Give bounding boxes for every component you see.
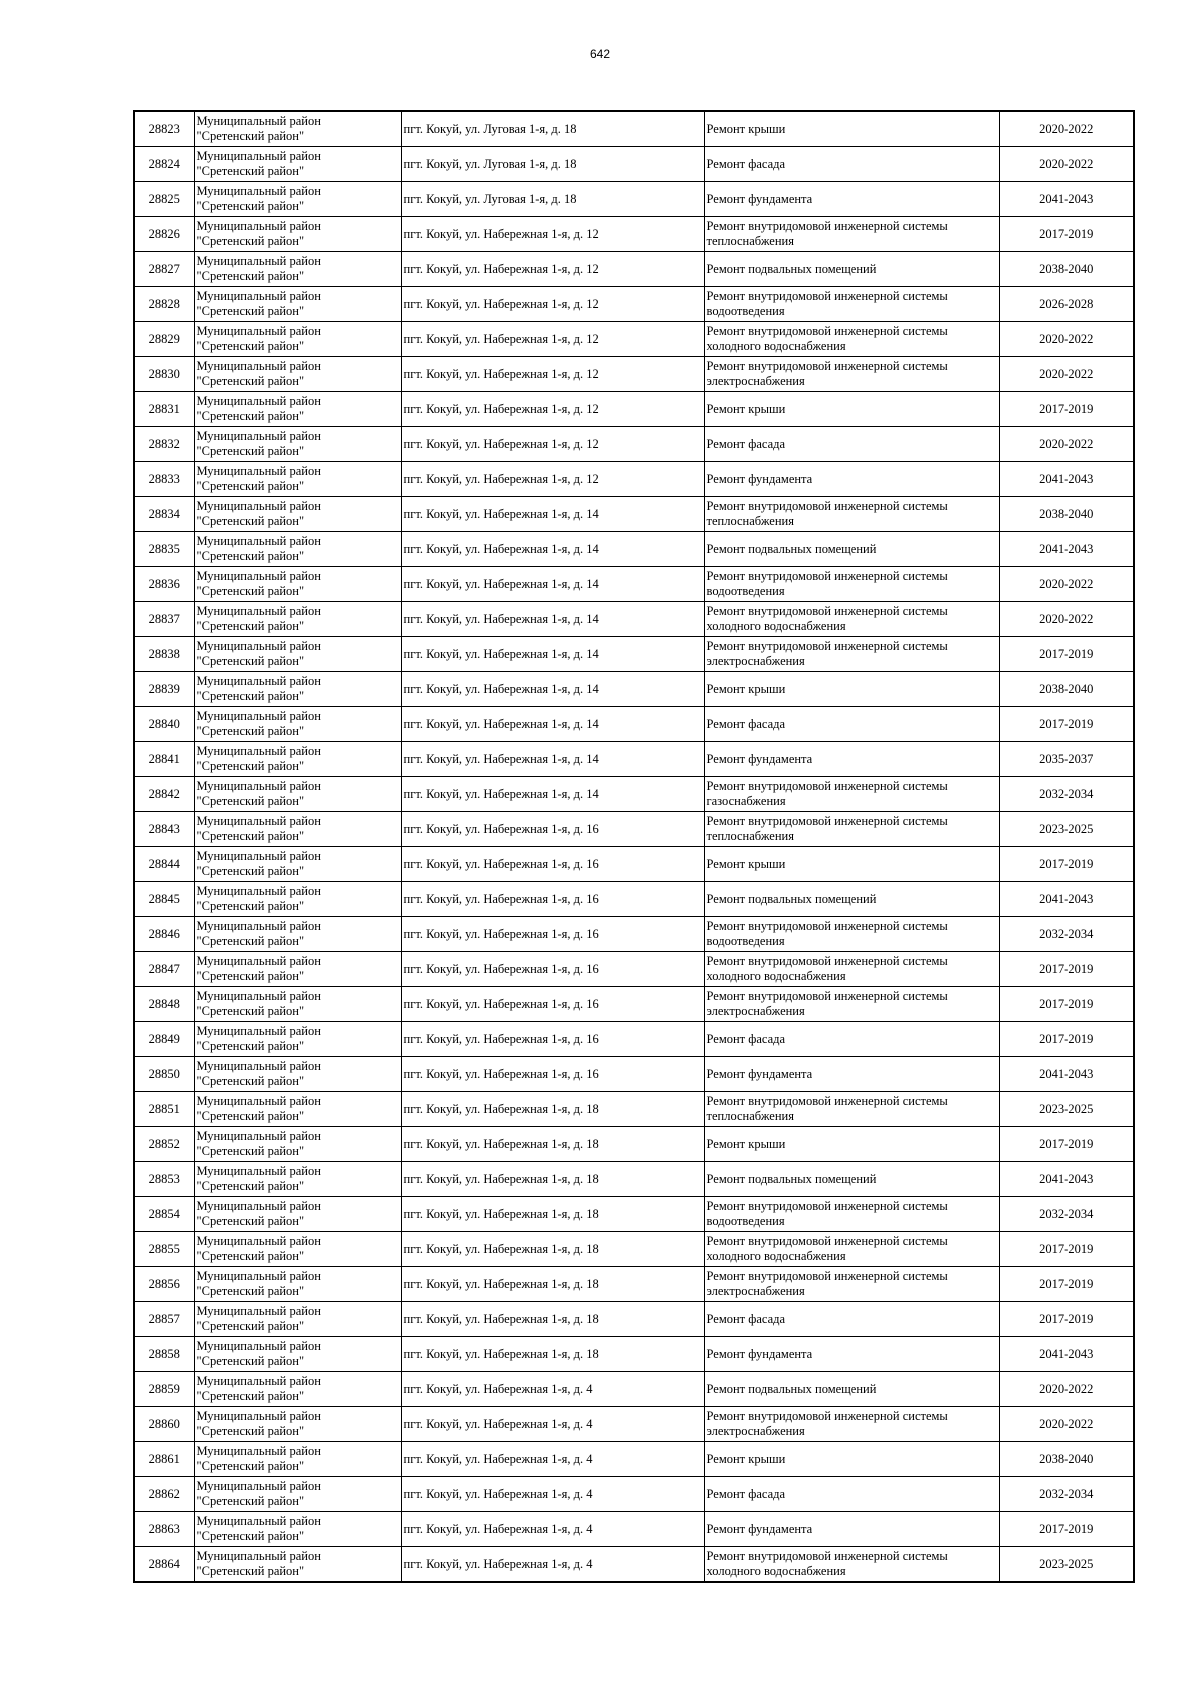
- work-type-cell: Ремонт фундамента: [704, 462, 999, 497]
- address-cell: пгт. Кокуй, ул. Набережная 1-я, д. 4: [401, 1407, 704, 1442]
- municipality-cell: Муниципальный район "Сретенский район": [194, 1162, 401, 1197]
- address-cell: пгт. Кокуй, ул. Набережная 1-я, д. 12: [401, 427, 704, 462]
- municipality-cell: Муниципальный район "Сретенский район": [194, 1477, 401, 1512]
- address-cell: пгт. Кокуй, ул. Набережная 1-я, д. 14: [401, 707, 704, 742]
- row-number-cell: 28831: [134, 392, 194, 427]
- period-cell: 2020-2022: [999, 1372, 1134, 1407]
- address-cell: пгт. Кокуй, ул. Набережная 1-я, д. 16: [401, 812, 704, 847]
- row-number-cell: 28851: [134, 1092, 194, 1127]
- municipality-cell: Муниципальный район "Сретенский район": [194, 847, 401, 882]
- row-number-cell: 28834: [134, 497, 194, 532]
- address-cell: пгт. Кокуй, ул. Луговая 1-я, д. 18: [401, 147, 704, 182]
- period-cell: 2041-2043: [999, 882, 1134, 917]
- period-cell: 2032-2034: [999, 777, 1134, 812]
- row-number-cell: 28857: [134, 1302, 194, 1337]
- municipality-cell: Муниципальный район "Сретенский район": [194, 1232, 401, 1267]
- municipality-cell: Муниципальный район "Сретенский район": [194, 1057, 401, 1092]
- work-type-cell: Ремонт внутридомовой инженерной системы водоотведения: [704, 1197, 999, 1232]
- row-number-cell: 28843: [134, 812, 194, 847]
- work-type-cell: Ремонт внутридомовой инженерной системы теплоснабжения: [704, 1092, 999, 1127]
- row-number-cell: 28858: [134, 1337, 194, 1372]
- municipality-cell: Муниципальный район "Сретенский район": [194, 1302, 401, 1337]
- table-row: [134, 602, 1134, 637]
- period-cell: 2017-2019: [999, 1022, 1134, 1057]
- table-row: [134, 567, 1134, 602]
- municipality-cell: Муниципальный район "Сретенский район": [194, 111, 401, 147]
- table-row: [134, 952, 1134, 987]
- period-cell: 2041-2043: [999, 1337, 1134, 1372]
- address-cell: пгт. Кокуй, ул. Набережная 1-я, д. 12: [401, 392, 704, 427]
- period-cell: 2038-2040: [999, 252, 1134, 287]
- period-cell: 2017-2019: [999, 1267, 1134, 1302]
- row-number-cell: 28854: [134, 1197, 194, 1232]
- work-type-cell: Ремонт подвальных помещений: [704, 532, 999, 567]
- table-row: [134, 777, 1134, 812]
- work-type-cell: Ремонт внутридомовой инженерной системы электроснабжения: [704, 987, 999, 1022]
- address-cell: пгт. Кокуй, ул. Луговая 1-я, д. 18: [401, 111, 704, 147]
- period-cell: 2017-2019: [999, 707, 1134, 742]
- table-row: [134, 742, 1134, 777]
- table-row: [134, 1372, 1134, 1407]
- table-row: [134, 1302, 1134, 1337]
- period-cell: 2017-2019: [999, 1232, 1134, 1267]
- work-type-cell: Ремонт внутридомовой инженерной системы теплоснабжения: [704, 812, 999, 847]
- work-type-cell: Ремонт фасада: [704, 1477, 999, 1512]
- municipality-cell: Муниципальный район "Сретенский район": [194, 917, 401, 952]
- row-number-cell: 28846: [134, 917, 194, 952]
- table-body: [134, 111, 1134, 1582]
- address-cell: пгт. Кокуй, ул. Набережная 1-я, д. 18: [401, 1162, 704, 1197]
- work-type-cell: Ремонт внутридомовой инженерной системы холодного водоснабжения: [704, 1547, 999, 1583]
- table-row: [134, 147, 1134, 182]
- period-cell: 2023-2025: [999, 1547, 1134, 1583]
- period-cell: 2041-2043: [999, 182, 1134, 217]
- address-cell: пгт. Кокуй, ул. Набережная 1-я, д. 14: [401, 672, 704, 707]
- row-number-cell: 28859: [134, 1372, 194, 1407]
- table-row: [134, 1337, 1134, 1372]
- work-type-cell: Ремонт внутридомовой инженерной системы электроснабжения: [704, 1267, 999, 1302]
- row-number-cell: 28839: [134, 672, 194, 707]
- repair-schedule-table: [133, 110, 1135, 1583]
- row-number-cell: 28827: [134, 252, 194, 287]
- work-type-cell: Ремонт внутридомовой инженерной системы холодного водоснабжения: [704, 952, 999, 987]
- row-number-cell: 28844: [134, 847, 194, 882]
- row-number-cell: 28845: [134, 882, 194, 917]
- period-cell: 2017-2019: [999, 637, 1134, 672]
- period-cell: 2032-2034: [999, 1197, 1134, 1232]
- table-row: [134, 1092, 1134, 1127]
- work-type-cell: Ремонт крыши: [704, 1442, 999, 1477]
- address-cell: пгт. Кокуй, ул. Набережная 1-я, д. 4: [401, 1477, 704, 1512]
- address-cell: пгт. Кокуй, ул. Набережная 1-я, д. 4: [401, 1372, 704, 1407]
- municipality-cell: Муниципальный район "Сретенский район": [194, 147, 401, 182]
- period-cell: 2023-2025: [999, 1092, 1134, 1127]
- period-cell: 2041-2043: [999, 462, 1134, 497]
- municipality-cell: Муниципальный район "Сретенский район": [194, 812, 401, 847]
- work-type-cell: Ремонт фундамента: [704, 1057, 999, 1092]
- table-row: [134, 637, 1134, 672]
- row-number-cell: 28841: [134, 742, 194, 777]
- row-number-cell: 28855: [134, 1232, 194, 1267]
- row-number-cell: 28853: [134, 1162, 194, 1197]
- address-cell: пгт. Кокуй, ул. Набережная 1-я, д. 16: [401, 882, 704, 917]
- table-row: [134, 812, 1134, 847]
- table-row: [134, 672, 1134, 707]
- work-type-cell: Ремонт внутридомовой инженерной системы электроснабжения: [704, 357, 999, 392]
- row-number-cell: 28842: [134, 777, 194, 812]
- address-cell: пгт. Кокуй, ул. Набережная 1-я, д. 14: [401, 777, 704, 812]
- row-number-cell: 28856: [134, 1267, 194, 1302]
- address-cell: пгт. Кокуй, ул. Набережная 1-я, д. 14: [401, 567, 704, 602]
- row-number-cell: 28847: [134, 952, 194, 987]
- period-cell: 2020-2022: [999, 322, 1134, 357]
- municipality-cell: Муниципальный район "Сретенский район": [194, 777, 401, 812]
- municipality-cell: Муниципальный район "Сретенский район": [194, 672, 401, 707]
- work-type-cell: Ремонт внутридомовой инженерной системы теплоснабжения: [704, 497, 999, 532]
- municipality-cell: Муниципальный район "Сретенский район": [194, 217, 401, 252]
- row-number-cell: 28850: [134, 1057, 194, 1092]
- table-row: [134, 357, 1134, 392]
- work-type-cell: Ремонт внутридомовой инженерной системы водоотведения: [704, 917, 999, 952]
- work-type-cell: Ремонт фасада: [704, 147, 999, 182]
- table-row: [134, 392, 1134, 427]
- address-cell: пгт. Кокуй, ул. Набережная 1-я, д. 16: [401, 1057, 704, 1092]
- address-cell: пгт. Кокуй, ул. Набережная 1-я, д. 4: [401, 1547, 704, 1583]
- address-cell: пгт. Кокуй, ул. Набережная 1-я, д. 4: [401, 1442, 704, 1477]
- address-cell: пгт. Кокуй, ул. Набережная 1-я, д. 18: [401, 1127, 704, 1162]
- municipality-cell: Муниципальный район "Сретенский район": [194, 602, 401, 637]
- address-cell: пгт. Кокуй, ул. Набережная 1-я, д. 12: [401, 357, 704, 392]
- address-cell: пгт. Кокуй, ул. Набережная 1-я, д. 16: [401, 952, 704, 987]
- table-row: [134, 532, 1134, 567]
- address-cell: пгт. Кокуй, ул. Набережная 1-я, д. 14: [401, 497, 704, 532]
- row-number-cell: 28824: [134, 147, 194, 182]
- work-type-cell: Ремонт подвальных помещений: [704, 1162, 999, 1197]
- address-cell: пгт. Кокуй, ул. Набережная 1-я, д. 16: [401, 987, 704, 1022]
- table-row: [134, 1512, 1134, 1547]
- work-type-cell: Ремонт фасада: [704, 427, 999, 462]
- address-cell: пгт. Кокуй, ул. Набережная 1-я, д. 4: [401, 1512, 704, 1547]
- period-cell: 2020-2022: [999, 567, 1134, 602]
- row-number-cell: 28825: [134, 182, 194, 217]
- municipality-cell: Муниципальный район "Сретенский район": [194, 1512, 401, 1547]
- municipality-cell: Муниципальный район "Сретенский район": [194, 532, 401, 567]
- work-type-cell: Ремонт фундамента: [704, 1337, 999, 1372]
- period-cell: 2017-2019: [999, 1127, 1134, 1162]
- address-cell: пгт. Кокуй, ул. Набережная 1-я, д. 12: [401, 217, 704, 252]
- work-type-cell: Ремонт внутридомовой инженерной системы водоотведения: [704, 287, 999, 322]
- row-number-cell: 28829: [134, 322, 194, 357]
- address-cell: пгт. Кокуй, ул. Набережная 1-я, д. 12: [401, 252, 704, 287]
- period-cell: 2017-2019: [999, 847, 1134, 882]
- row-number-cell: 28838: [134, 637, 194, 672]
- work-type-cell: Ремонт внутридомовой инженерной системы электроснабжения: [704, 637, 999, 672]
- municipality-cell: Муниципальный район "Сретенский район": [194, 1372, 401, 1407]
- municipality-cell: Муниципальный район "Сретенский район": [194, 707, 401, 742]
- municipality-cell: Муниципальный район "Сретенский район": [194, 322, 401, 357]
- address-cell: пгт. Кокуй, ул. Набережная 1-я, д. 12: [401, 322, 704, 357]
- row-number-cell: 28848: [134, 987, 194, 1022]
- row-number-cell: 28826: [134, 217, 194, 252]
- work-type-cell: Ремонт внутридомовой инженерной системы газоснабжения: [704, 777, 999, 812]
- row-number-cell: 28861: [134, 1442, 194, 1477]
- work-type-cell: Ремонт фундамента: [704, 1512, 999, 1547]
- table-row: [134, 111, 1134, 147]
- period-cell: 2020-2022: [999, 602, 1134, 637]
- table-row: [134, 1477, 1134, 1512]
- period-cell: 2020-2022: [999, 357, 1134, 392]
- period-cell: 2017-2019: [999, 952, 1134, 987]
- row-number-cell: 28832: [134, 427, 194, 462]
- work-type-cell: Ремонт подвальных помещений: [704, 1372, 999, 1407]
- row-number-cell: 28860: [134, 1407, 194, 1442]
- table-row: [134, 1232, 1134, 1267]
- period-cell: 2038-2040: [999, 672, 1134, 707]
- work-type-cell: Ремонт крыши: [704, 847, 999, 882]
- row-number-cell: 28835: [134, 532, 194, 567]
- row-number-cell: 28836: [134, 567, 194, 602]
- row-number-cell: 28862: [134, 1477, 194, 1512]
- period-cell: 2020-2022: [999, 111, 1134, 147]
- municipality-cell: Муниципальный район "Сретенский район": [194, 357, 401, 392]
- work-type-cell: Ремонт внутридомовой инженерной системы электроснабжения: [704, 1407, 999, 1442]
- address-cell: пгт. Кокуй, ул. Набережная 1-я, д. 14: [401, 532, 704, 567]
- work-type-cell: Ремонт внутридомовой инженерной системы холодного водоснабжения: [704, 322, 999, 357]
- work-type-cell: Ремонт фундамента: [704, 742, 999, 777]
- table-row: [134, 1022, 1134, 1057]
- municipality-cell: Муниципальный район "Сретенский район": [194, 497, 401, 532]
- municipality-cell: Муниципальный район "Сретенский район": [194, 252, 401, 287]
- municipality-cell: Муниципальный район "Сретенский район": [194, 392, 401, 427]
- table-row: [134, 1197, 1134, 1232]
- municipality-cell: Муниципальный район "Сретенский район": [194, 637, 401, 672]
- period-cell: 2017-2019: [999, 217, 1134, 252]
- period-cell: 2017-2019: [999, 392, 1134, 427]
- table-row: [134, 1407, 1134, 1442]
- municipality-cell: Муниципальный район "Сретенский район": [194, 462, 401, 497]
- table-row: [134, 287, 1134, 322]
- municipality-cell: Муниципальный район "Сретенский район": [194, 1197, 401, 1232]
- table-row: [134, 917, 1134, 952]
- row-number-cell: 28840: [134, 707, 194, 742]
- address-cell: пгт. Кокуй, ул. Набережная 1-я, д. 18: [401, 1232, 704, 1267]
- table-row: [134, 707, 1134, 742]
- municipality-cell: Муниципальный район "Сретенский район": [194, 567, 401, 602]
- work-type-cell: Ремонт внутридомовой инженерной системы холодного водоснабжения: [704, 1232, 999, 1267]
- row-number-cell: 28863: [134, 1512, 194, 1547]
- municipality-cell: Муниципальный район "Сретенский район": [194, 952, 401, 987]
- address-cell: пгт. Кокуй, ул. Набережная 1-я, д. 16: [401, 1022, 704, 1057]
- work-type-cell: Ремонт внутридомовой инженерной системы теплоснабжения: [704, 217, 999, 252]
- table-row: [134, 1127, 1134, 1162]
- address-cell: пгт. Кокуй, ул. Набережная 1-я, д. 16: [401, 917, 704, 952]
- period-cell: 2041-2043: [999, 532, 1134, 567]
- table-row: [134, 462, 1134, 497]
- period-cell: 2041-2043: [999, 1057, 1134, 1092]
- table-row: [134, 427, 1134, 462]
- municipality-cell: Муниципальный район "Сретенский район": [194, 1337, 401, 1372]
- table-row: [134, 497, 1134, 532]
- address-cell: пгт. Кокуй, ул. Набережная 1-я, д. 18: [401, 1197, 704, 1232]
- municipality-cell: Муниципальный район "Сретенский район": [194, 742, 401, 777]
- municipality-cell: Муниципальный район "Сретенский район": [194, 1022, 401, 1057]
- period-cell: 2017-2019: [999, 987, 1134, 1022]
- work-type-cell: Ремонт фасада: [704, 1302, 999, 1337]
- work-type-cell: Ремонт фундамента: [704, 182, 999, 217]
- table-row: [134, 987, 1134, 1022]
- table-row: [134, 252, 1134, 287]
- address-cell: пгт. Кокуй, ул. Набережная 1-я, д. 14: [401, 637, 704, 672]
- period-cell: 2032-2034: [999, 917, 1134, 952]
- municipality-cell: Муниципальный район "Сретенский район": [194, 987, 401, 1022]
- address-cell: пгт. Кокуй, ул. Набережная 1-я, д. 12: [401, 462, 704, 497]
- address-cell: пгт. Кокуй, ул. Набережная 1-я, д. 12: [401, 287, 704, 322]
- row-number-cell: 28833: [134, 462, 194, 497]
- address-cell: пгт. Кокуй, ул. Набережная 1-я, д. 18: [401, 1267, 704, 1302]
- municipality-cell: Муниципальный район "Сретенский район": [194, 882, 401, 917]
- period-cell: 2020-2022: [999, 1407, 1134, 1442]
- municipality-cell: Муниципальный район "Сретенский район": [194, 1092, 401, 1127]
- row-number-cell: 28837: [134, 602, 194, 637]
- row-number-cell: 28852: [134, 1127, 194, 1162]
- period-cell: 2041-2043: [999, 1162, 1134, 1197]
- address-cell: пгт. Кокуй, ул. Луговая 1-я, д. 18: [401, 182, 704, 217]
- row-number-cell: 28828: [134, 287, 194, 322]
- address-cell: пгт. Кокуй, ул. Набережная 1-я, д. 18: [401, 1337, 704, 1372]
- work-type-cell: Ремонт крыши: [704, 672, 999, 707]
- row-number-cell: 28849: [134, 1022, 194, 1057]
- work-type-cell: Ремонт фасада: [704, 1022, 999, 1057]
- work-type-cell: Ремонт подвальных помещений: [704, 252, 999, 287]
- table-row: [134, 1057, 1134, 1092]
- table-row: [134, 1162, 1134, 1197]
- work-type-cell: Ремонт подвальных помещений: [704, 882, 999, 917]
- period-cell: 2017-2019: [999, 1512, 1134, 1547]
- municipality-cell: Муниципальный район "Сретенский район": [194, 1547, 401, 1583]
- row-number-cell: 28823: [134, 111, 194, 147]
- address-cell: пгт. Кокуй, ул. Набережная 1-я, д. 14: [401, 602, 704, 637]
- row-number-cell: 28830: [134, 357, 194, 392]
- address-cell: пгт. Кокуй, ул. Набережная 1-я, д. 16: [401, 847, 704, 882]
- municipality-cell: Муниципальный район "Сретенский район": [194, 1267, 401, 1302]
- period-cell: 2038-2040: [999, 497, 1134, 532]
- address-cell: пгт. Кокуй, ул. Набережная 1-я, д. 18: [401, 1092, 704, 1127]
- period-cell: 2038-2040: [999, 1442, 1134, 1477]
- page-number: 642: [589, 47, 611, 61]
- work-type-cell: Ремонт фасада: [704, 707, 999, 742]
- period-cell: 2020-2022: [999, 427, 1134, 462]
- work-type-cell: Ремонт крыши: [704, 1127, 999, 1162]
- address-cell: пгт. Кокуй, ул. Набережная 1-я, д. 18: [401, 1302, 704, 1337]
- period-cell: 2017-2019: [999, 1302, 1134, 1337]
- municipality-cell: Муниципальный район "Сретенский район": [194, 1127, 401, 1162]
- table-row: [134, 182, 1134, 217]
- table-row: [134, 1442, 1134, 1477]
- period-cell: 2023-2025: [999, 812, 1134, 847]
- row-number-cell: 28864: [134, 1547, 194, 1583]
- table-row: [134, 1267, 1134, 1302]
- period-cell: 2035-2037: [999, 742, 1134, 777]
- municipality-cell: Муниципальный район "Сретенский район": [194, 182, 401, 217]
- work-type-cell: Ремонт внутридомовой инженерной системы холодного водоснабжения: [704, 602, 999, 637]
- period-cell: 2032-2034: [999, 1477, 1134, 1512]
- municipality-cell: Муниципальный район "Сретенский район": [194, 1442, 401, 1477]
- municipality-cell: Муниципальный район "Сретенский район": [194, 287, 401, 322]
- work-type-cell: Ремонт крыши: [704, 111, 999, 147]
- municipality-cell: Муниципальный район "Сретенский район": [194, 427, 401, 462]
- address-cell: пгт. Кокуй, ул. Набережная 1-я, д. 14: [401, 742, 704, 777]
- period-cell: 2026-2028: [999, 287, 1134, 322]
- table-row: [134, 217, 1134, 252]
- table-row: [134, 847, 1134, 882]
- municipality-cell: Муниципальный район "Сретенский район": [194, 1407, 401, 1442]
- work-type-cell: Ремонт крыши: [704, 392, 999, 427]
- work-type-cell: Ремонт внутридомовой инженерной системы водоотведения: [704, 567, 999, 602]
- period-cell: 2020-2022: [999, 147, 1134, 182]
- table-row: [134, 322, 1134, 357]
- table-row: [134, 882, 1134, 917]
- table-row: [134, 1547, 1134, 1583]
